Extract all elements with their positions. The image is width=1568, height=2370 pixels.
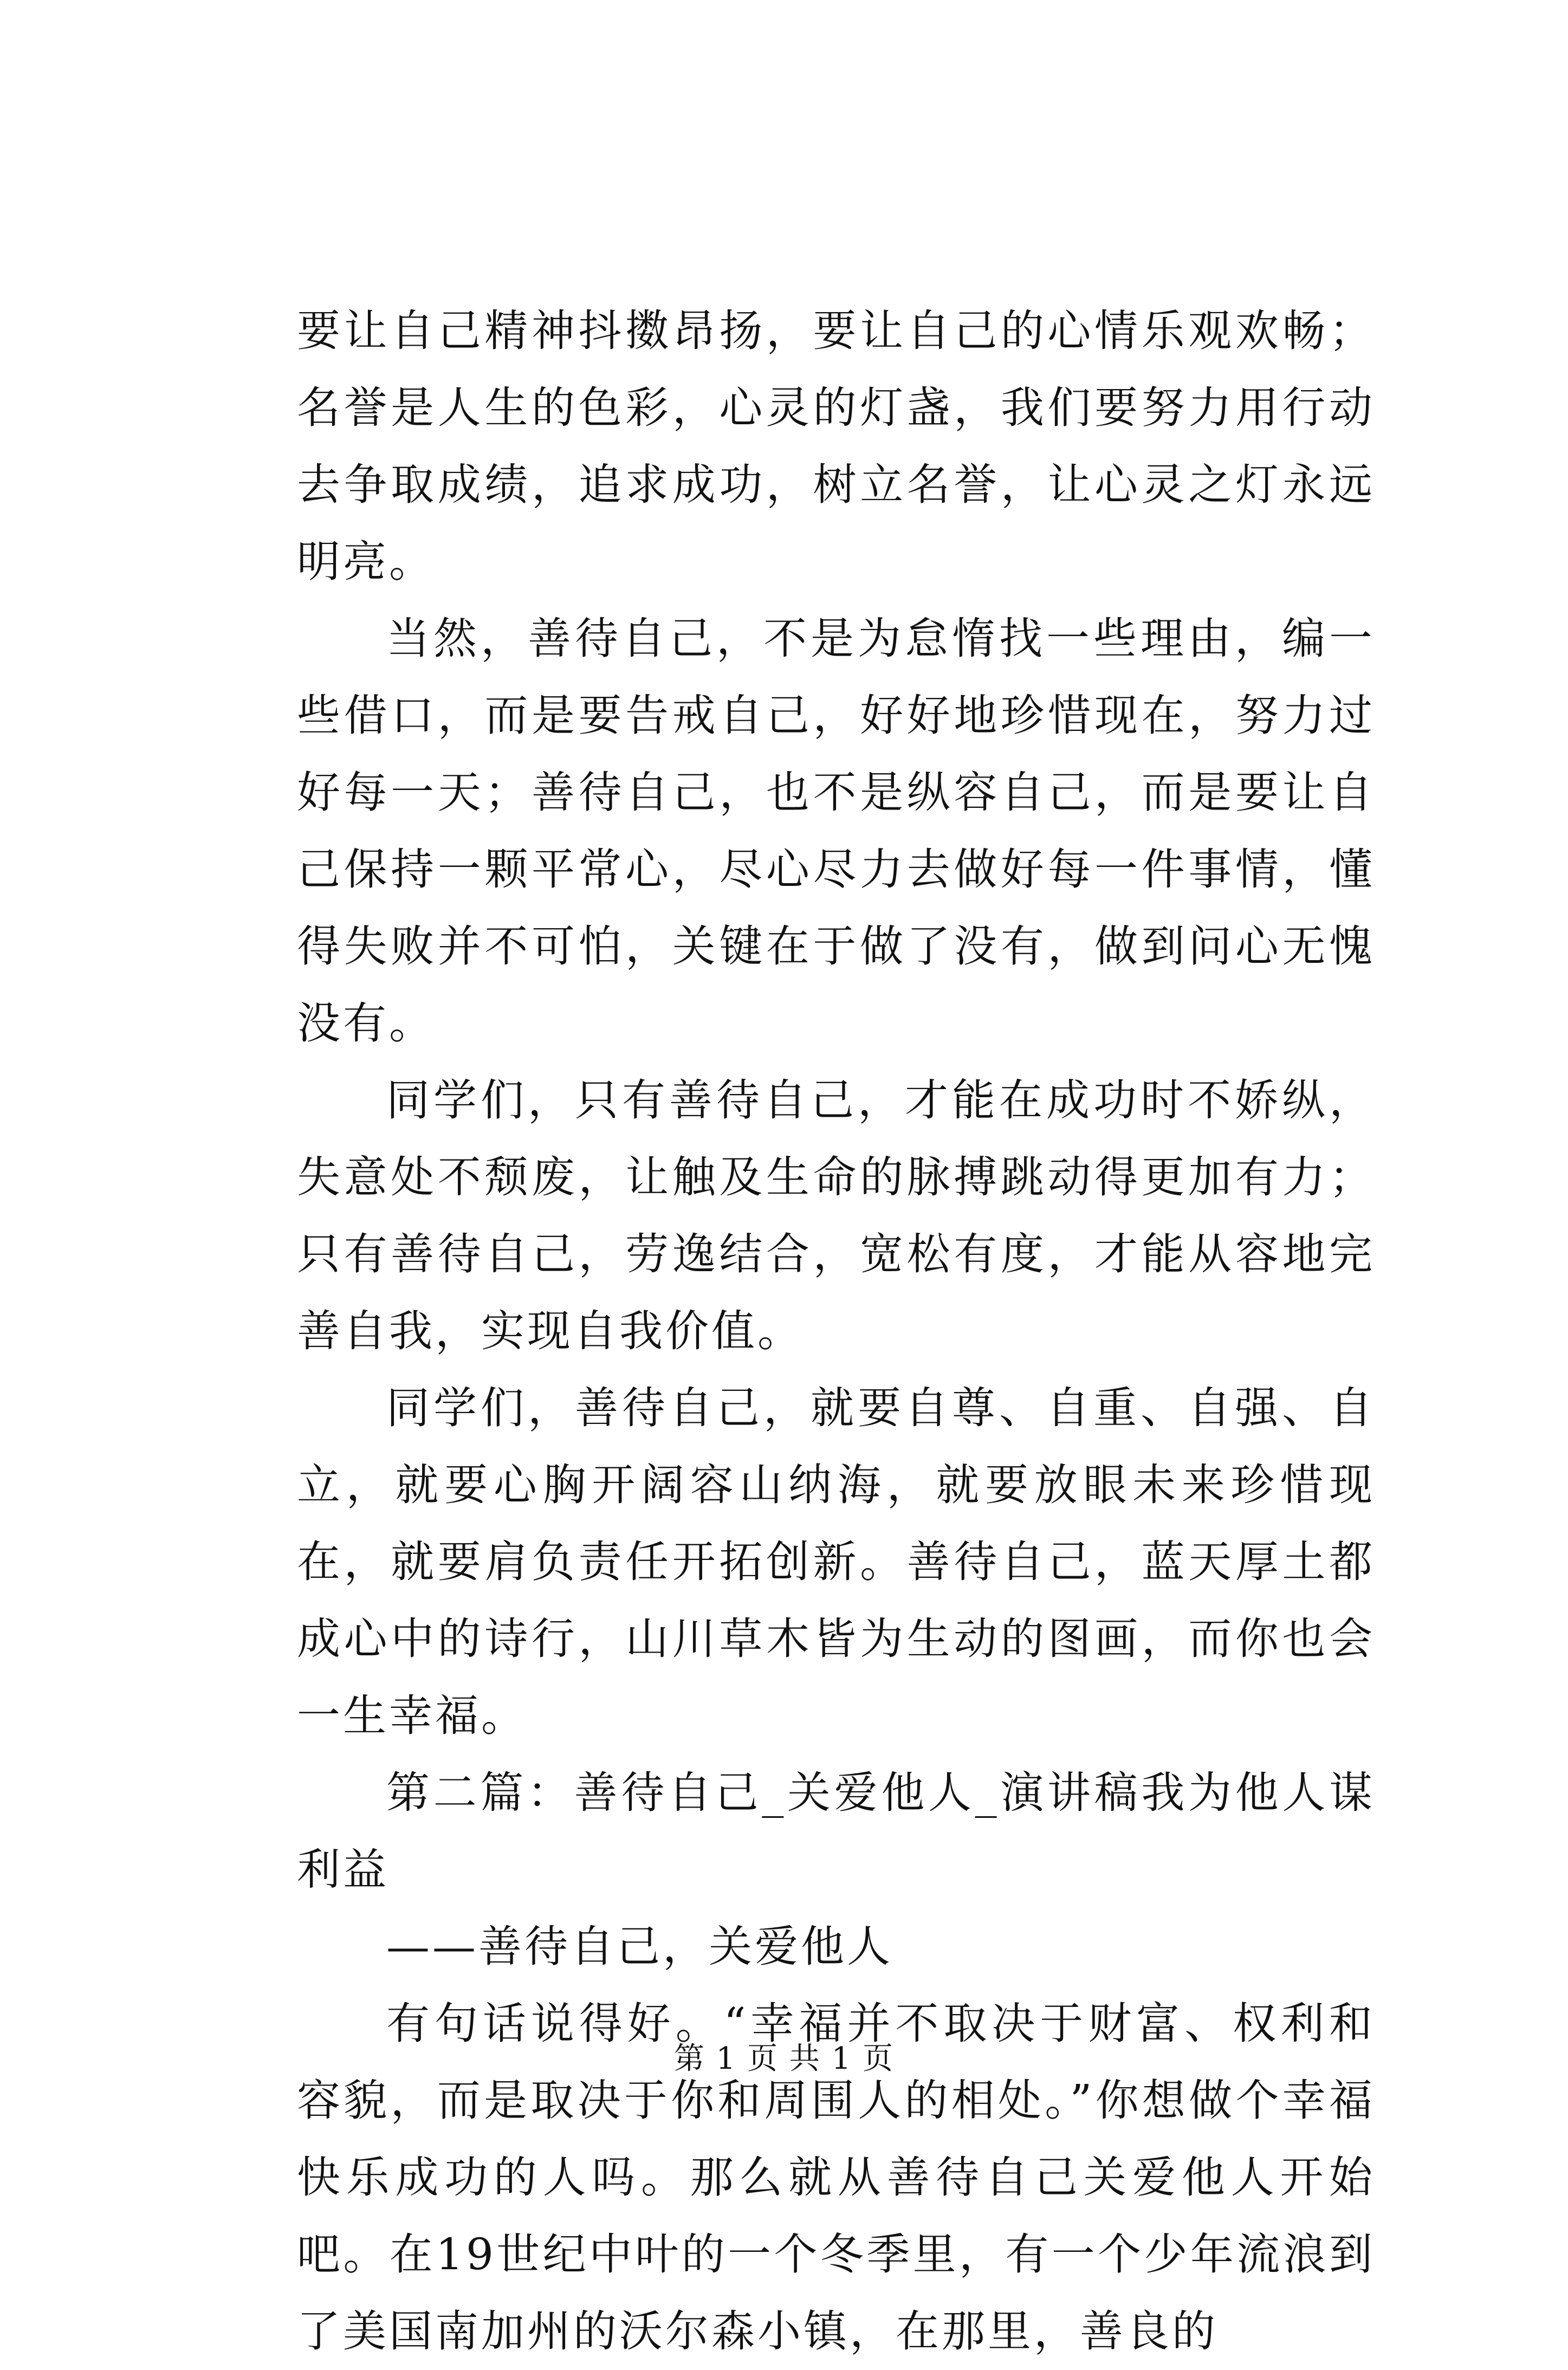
paragraph-4: 同学们，善待自己，就要自尊、自重、自强、自立，就要心胸开阔容山纳海，就要放眼未来珍惜现在，就要肩负责任开拓创新。善待自己，蓝天厚土都成心中的诗行，山川草木皆为生动的图画，而你也会一生幸福。 <box>297 1383 1375 1741</box>
paragraph-5: 有句话说得好。“幸福并不取决于财富、权利和容貌，而是取决于你和周围人的相处。”你想做个幸福快乐成功的人吗。那么就从善待自己关爱他人开始吧。在19世纪中叶的一个冬季里，有一个少年流浪到了美国南加州的沃尔森小镇，在那里，善良的 <box>297 1998 1375 2356</box>
paragraph-2: 当然，善待自己，不是为怠惰找一些理由，编一些借口，而是要告戒自己，好好地珍惜现在，努力过好每一天；善待自己，也不是纵容自己，而是要让自己保持一颗平常心，尽心尽力去做好每一件事情，懂得失败并不可怕，关键在于做了没有，做到问心无愧没有。 <box>297 613 1375 1048</box>
paragraph-3: 同学们，只有善待自己，才能在成功时不娇纵，失意处不颓废，让触及生命的脉搏跳动得更加有力；只有善待自己，劳逸结合，宽松有度，才能从容地完善自我，实现自我价值。 <box>297 1075 1375 1356</box>
section-heading: 第二篇：善待自己_关爱他人_演讲稿我为他人谋利益 <box>297 1767 1375 1895</box>
paragraph-1: 要让自己精神抖擞昂扬，要让自己的心情乐观欢畅；名誉是人生的色彩，心灵的灯盏，我们要努力用行动去争取成绩，追求成功，树立名誉，让心灵之灯永远明亮。 <box>297 306 1375 587</box>
section-subtitle: ——善待自己，关爱他人 <box>386 1921 893 1972</box>
page-footer: 第 1 页 共 1 页 <box>673 2041 895 2076</box>
